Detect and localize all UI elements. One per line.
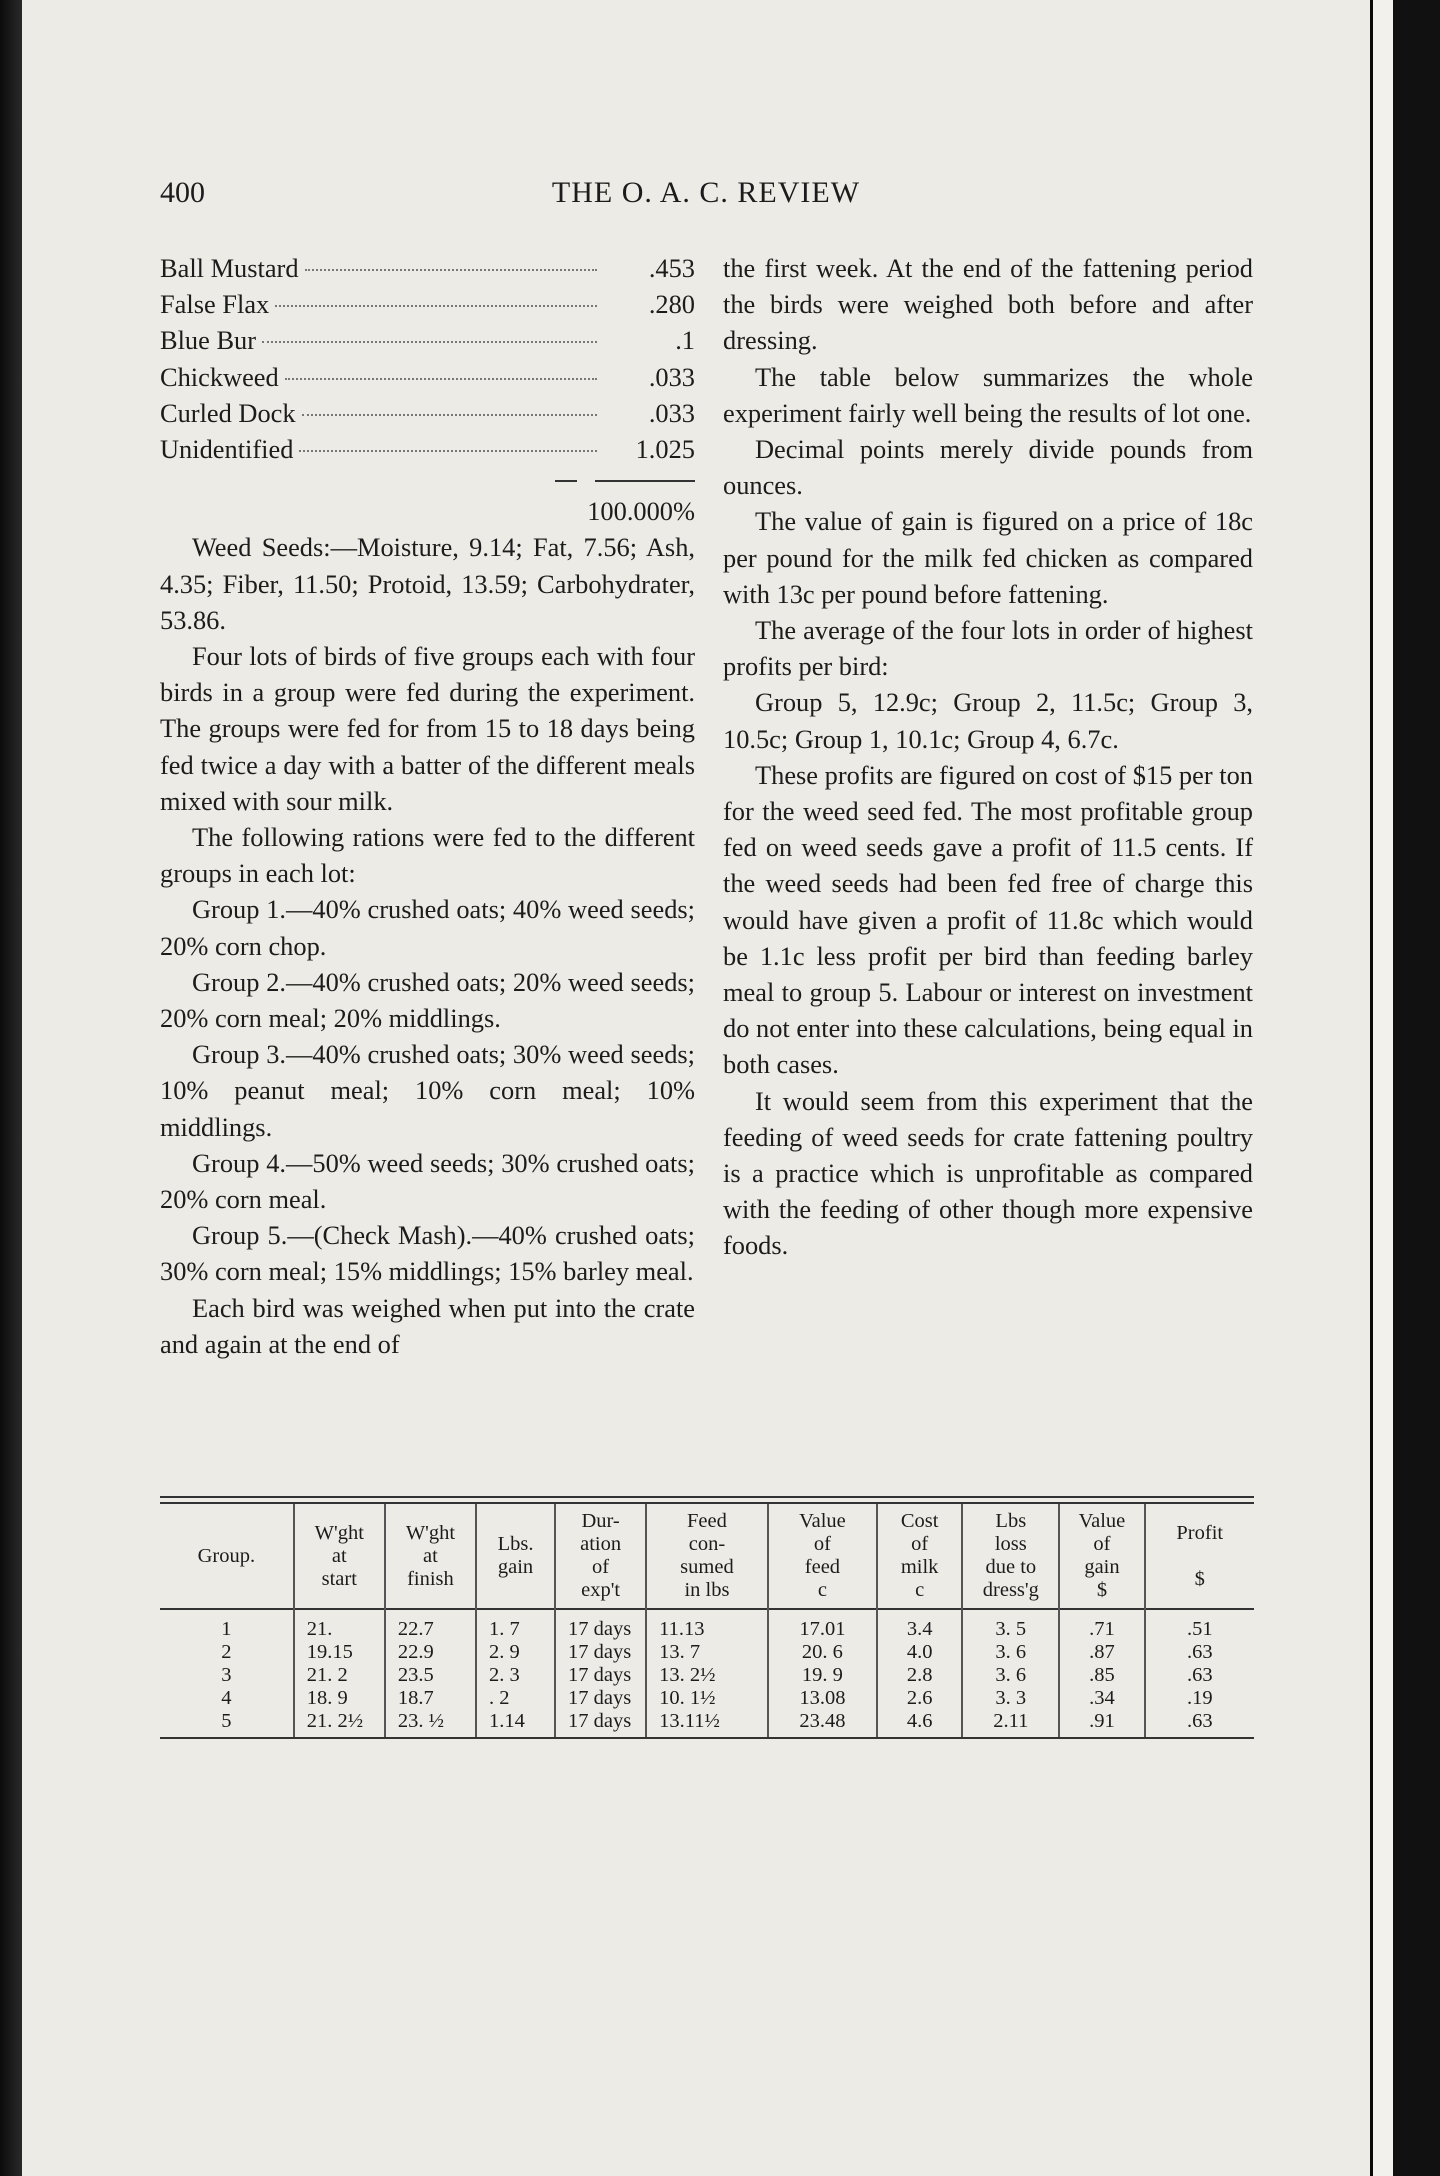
table-body: [160, 1609, 1254, 1737]
list-item: [160, 359, 695, 395]
table-top-rule: [160, 1496, 1254, 1504]
results-table: [160, 1504, 1254, 1737]
column-header-line: c: [915, 1579, 925, 1601]
paragraph: The following rations were fed to the different groups in each lot:: [160, 821, 695, 889]
column-header-line: Group.: [197, 1544, 256, 1567]
table-cell-profit: .19: [1145, 1687, 1255, 1710]
paragraph: Group 3.—40% crushed oats; 30% weed seeds; 10% peanut meal; 10% corn meal; 10% middlings.: [160, 1039, 695, 1142]
paragraph: Group 4.—50% weed seeds; 30% crushed oats; 20% corn meal.: [160, 1147, 695, 1214]
column-header-line: Value: [1078, 1510, 1126, 1532]
results-table-wrap: [160, 1496, 1254, 1739]
left-column: [160, 250, 695, 1362]
table-cell-lbs-loss: 3. 3: [962, 1687, 1059, 1710]
list-item-name: False Flax: [160, 289, 270, 320]
weed-list: [160, 250, 695, 529]
column-header-cost-of-milk: [877, 1504, 962, 1609]
table-cell-feed-consumed: 10. 1½: [646, 1687, 768, 1710]
table-cell-value-of-gain: .85: [1059, 1664, 1144, 1687]
column-header-line: W'ght: [314, 1521, 364, 1544]
list-item-value: .453: [648, 253, 695, 283]
column-header-line: due to: [985, 1556, 1037, 1578]
list-item-name: Curled Dock: [160, 397, 296, 428]
column-header-line: [1148, 1545, 1253, 1568]
table-cell-feed-consumed: 13.11½: [646, 1710, 768, 1737]
list-item-name: Chickweed: [160, 361, 279, 392]
table-cell-group: 1: [221, 1618, 232, 1640]
column-header-line: Lbs.: [497, 1533, 534, 1555]
table-header-row: [160, 1504, 1254, 1609]
table-cell-cost-of-milk: 4.0: [877, 1641, 962, 1664]
column-header-line: Dur-: [581, 1510, 620, 1532]
list-item-value: .033: [648, 361, 695, 392]
list-item-value: .033: [648, 397, 695, 428]
column-header-line: sumed: [680, 1556, 734, 1578]
paragraph: The table below summarizes the whole experiment fairly well being the results of lot one.: [723, 361, 1253, 428]
table-cell-lbs-loss: 2.11: [962, 1710, 1059, 1737]
column-header-lbs-loss: [962, 1504, 1059, 1609]
running-header: [160, 176, 1252, 216]
table-cell-value-of-feed: 13.08: [768, 1687, 877, 1710]
table-cell-lbs-gain: 1.14: [476, 1710, 555, 1737]
list-item-value: .1: [675, 325, 695, 356]
column-header-line: of: [813, 1533, 831, 1555]
column-header-line: finish: [407, 1567, 454, 1590]
table-cell-duration: 17 days: [555, 1664, 646, 1687]
table-cell-value-of-feed: 17.01: [768, 1609, 877, 1641]
table-cell-duration: 17 days: [555, 1710, 646, 1737]
next-page-edge: [1370, 0, 1393, 2176]
dot-leader: [262, 341, 597, 343]
column-header-line: loss: [994, 1533, 1027, 1555]
paragraph: Group 5, 12.9c; Group 2, 11.5c; Group 3, 10.5c; Group 1, 10.1c; Group 4, 6.7c.: [723, 687, 1253, 754]
dot-leader: [275, 305, 597, 307]
column-header-line: of: [592, 1556, 610, 1578]
column-header-duration: [555, 1504, 646, 1609]
table-cell-lbs-loss: 3. 5: [962, 1609, 1059, 1641]
table-cell-value-of-gain: .87: [1059, 1641, 1144, 1664]
list-item-value: .280: [648, 289, 695, 320]
list-item: [160, 286, 695, 322]
column-header-value-of-feed: [768, 1504, 877, 1609]
column-header-line: of: [911, 1533, 929, 1555]
paragraph: Four lots of birds of five groups each with four birds in a group were fed during the experiment. The groups were fed for from 15 to 18 days being fed twice a day with a batter of the different meals mixed with sour milk.: [160, 640, 695, 816]
table-bottom-rule: [160, 1737, 1254, 1739]
weed-total: 100.000%: [587, 496, 695, 527]
column-header-line: gain: [1084, 1556, 1120, 1578]
column-header-line: $: [1194, 1567, 1205, 1590]
list-item: [160, 250, 695, 286]
paragraph: Group 1.—40% crushed oats; 40% weed seeds; 20% corn chop.: [160, 894, 695, 961]
table-row: [160, 1664, 1254, 1687]
column-header-line: of: [1093, 1533, 1111, 1555]
table-cell-lbs-gain: 1. 7: [476, 1609, 555, 1641]
paragraph: Group 2.—40% crushed oats; 20% weed seeds; 20% corn meal; 20% middlings.: [160, 966, 695, 1033]
table-cell-weight-finish: 22.7: [385, 1609, 476, 1641]
table-row: [160, 1609, 1254, 1641]
table-cell-profit: .63: [1145, 1641, 1255, 1664]
paragraph: the first week. At the end of the fattening period the birds were weighed both before and after dressing.: [723, 253, 1253, 356]
column-header-line: at: [331, 1544, 347, 1567]
list-item: [160, 431, 695, 467]
column-header-group: [160, 1504, 294, 1609]
column-header-value-of-gain: [1059, 1504, 1144, 1609]
table-cell-group: 2: [221, 1641, 232, 1663]
dot-leader: [285, 378, 597, 380]
dot-leader: [302, 414, 597, 416]
paragraph: Decimal points merely divide pounds from ounces.: [723, 434, 1253, 501]
column-header-line: milk: [900, 1556, 939, 1578]
column-header-weight-start: [294, 1504, 385, 1609]
table-cell-group: 3: [221, 1664, 232, 1686]
column-header-line: Profit: [1176, 1521, 1224, 1544]
table-cell-group: 4: [221, 1687, 232, 1709]
table-cell-group: 5: [221, 1710, 232, 1732]
table-cell-lbs-loss: 3. 6: [962, 1664, 1059, 1687]
table-cell-value-of-feed: 20. 6: [768, 1641, 877, 1664]
column-header-line: at: [423, 1544, 438, 1567]
column-header-line: Value: [799, 1510, 846, 1532]
table-row: [160, 1641, 1254, 1664]
column-header-line: feed: [804, 1556, 841, 1578]
table-cell-lbs-gain: 2. 9: [476, 1641, 555, 1664]
table-cell-lbs-gain: . 2: [476, 1687, 555, 1710]
table-cell-value-of-feed: 19. 9: [768, 1664, 877, 1687]
table-cell-lbs-loss: 3. 6: [962, 1641, 1059, 1664]
table-cell-weight-start: 21. 2½: [294, 1710, 385, 1737]
running-title: THE O. A. C. REVIEW: [551, 176, 861, 209]
table-cell-cost-of-milk: 4.6: [877, 1710, 962, 1737]
table-cell-weight-finish: 18.7: [385, 1687, 476, 1710]
table-cell-profit: .63: [1145, 1664, 1255, 1687]
table-cell-weight-finish: 22.9: [385, 1641, 476, 1664]
column-header-line: $: [1096, 1579, 1108, 1601]
table-cell-duration: 17 days: [555, 1687, 646, 1710]
column-header-line: Feed: [687, 1510, 727, 1532]
column-header-line: con-: [688, 1533, 726, 1555]
paragraph: The average of the four lots in order of highest profits per bird:: [723, 615, 1253, 682]
table-row: [160, 1687, 1254, 1710]
column-header-weight-finish: [385, 1504, 476, 1609]
table-cell-feed-consumed: 13. 2½: [646, 1664, 768, 1687]
paragraph: Group 5.—(Check Mash).—40% crushed oats; 30% corn meal; 15% middlings; 15% barley meal.: [160, 1220, 695, 1287]
column-header-line: gain: [497, 1556, 534, 1578]
column-header-profit: [1145, 1504, 1255, 1609]
table-cell-cost-of-milk: 3.4: [877, 1609, 962, 1641]
page-shadow: [0, 0, 22, 2176]
table-cell-profit: .63: [1145, 1710, 1255, 1737]
table-cell-value-of-feed: 23.48: [768, 1710, 877, 1737]
paragraph: These profits are figured on cost of $15 per ton for the weed seed fed. The most profitable group fed on weed seeds gave a profit of 11.5 cents. If the weed seeds had been fed free of charge this would have given a profit of 11.8c which would be 1.1c less profit per bird than feeding barley meal to group 5. Labour or interest on investment do not enter into these calculations, being equal in both cases.: [723, 759, 1253, 1080]
table-row: [160, 1710, 1254, 1737]
paragraph: Weed Seeds:—Moisture, 9.14; Fat, 7.56; Ash, 4.35; Fiber, 11.50; Protoid, 13.59; Carbohydrater, 53.86.: [160, 532, 695, 635]
column-header-line: in lbs: [684, 1579, 730, 1601]
table-cell-weight-start: 21. 2: [294, 1664, 385, 1687]
column-header-line: Lbs: [995, 1510, 1027, 1532]
table-cell-cost-of-milk: 2.8: [877, 1664, 962, 1687]
table-cell-lbs-gain: 2. 3: [476, 1664, 555, 1687]
table-cell-feed-consumed: 13. 7: [646, 1641, 768, 1664]
table-cell-weight-start: 21.: [294, 1609, 385, 1641]
table-cell-value-of-gain: .34: [1059, 1687, 1144, 1710]
table-cell-value-of-gain: .91: [1059, 1710, 1144, 1737]
right-column: [723, 250, 1253, 1264]
list-item-name: Blue Bur: [160, 325, 257, 356]
column-header-feed-consumed: [646, 1504, 768, 1609]
list-item-name: Unidentified: [160, 433, 294, 464]
list-item: [160, 322, 695, 358]
column-header-line: c: [817, 1579, 827, 1601]
paragraph: The value of gain is figured on a price of 18c per pound for the milk fed chicken as compared with 13c per pound before fattening.: [723, 506, 1253, 609]
column-header-line: start: [321, 1567, 357, 1590]
table-cell-weight-finish: 23.5: [385, 1664, 476, 1687]
table-cell-feed-consumed: 11.13: [646, 1609, 768, 1641]
column-header-line: ation: [580, 1533, 622, 1555]
table-cell-duration: 17 days: [555, 1609, 646, 1641]
table-cell-cost-of-milk: 2.6: [877, 1687, 962, 1710]
table-cell-weight-start: 19.15: [294, 1641, 385, 1664]
column-header-line: W'ght: [405, 1521, 456, 1544]
paragraph: It would seem from this experiment that the feeding of weed seeds for crate fattening poultry is a practice which is unprofitable as compared with the feeding of other though more expensive foods.: [723, 1085, 1253, 1261]
list-item-name: Ball Mustard: [160, 253, 299, 283]
page-number: 400: [160, 176, 205, 209]
total-rule: [555, 467, 695, 493]
list-item: [160, 395, 695, 431]
dot-leader: [299, 450, 597, 452]
table-cell-duration: 17 days: [555, 1641, 646, 1664]
list-item-value: 1.025: [635, 433, 695, 464]
table-cell-value-of-gain: .71: [1059, 1609, 1144, 1641]
table-cell-weight-start: 18. 9: [294, 1687, 385, 1710]
column-header-line: Cost: [900, 1510, 939, 1532]
dot-leader: [305, 269, 597, 271]
column-header-line: dress'g: [982, 1579, 1039, 1601]
table-cell-profit: .51: [1145, 1609, 1255, 1641]
column-header-lbs-gain: [476, 1504, 555, 1609]
column-header-line: exp't: [581, 1579, 621, 1601]
table-cell-weight-finish: 23. ½: [385, 1710, 476, 1737]
paragraph: Each bird was weighed when put into the crate and again at the end of: [160, 1292, 695, 1359]
